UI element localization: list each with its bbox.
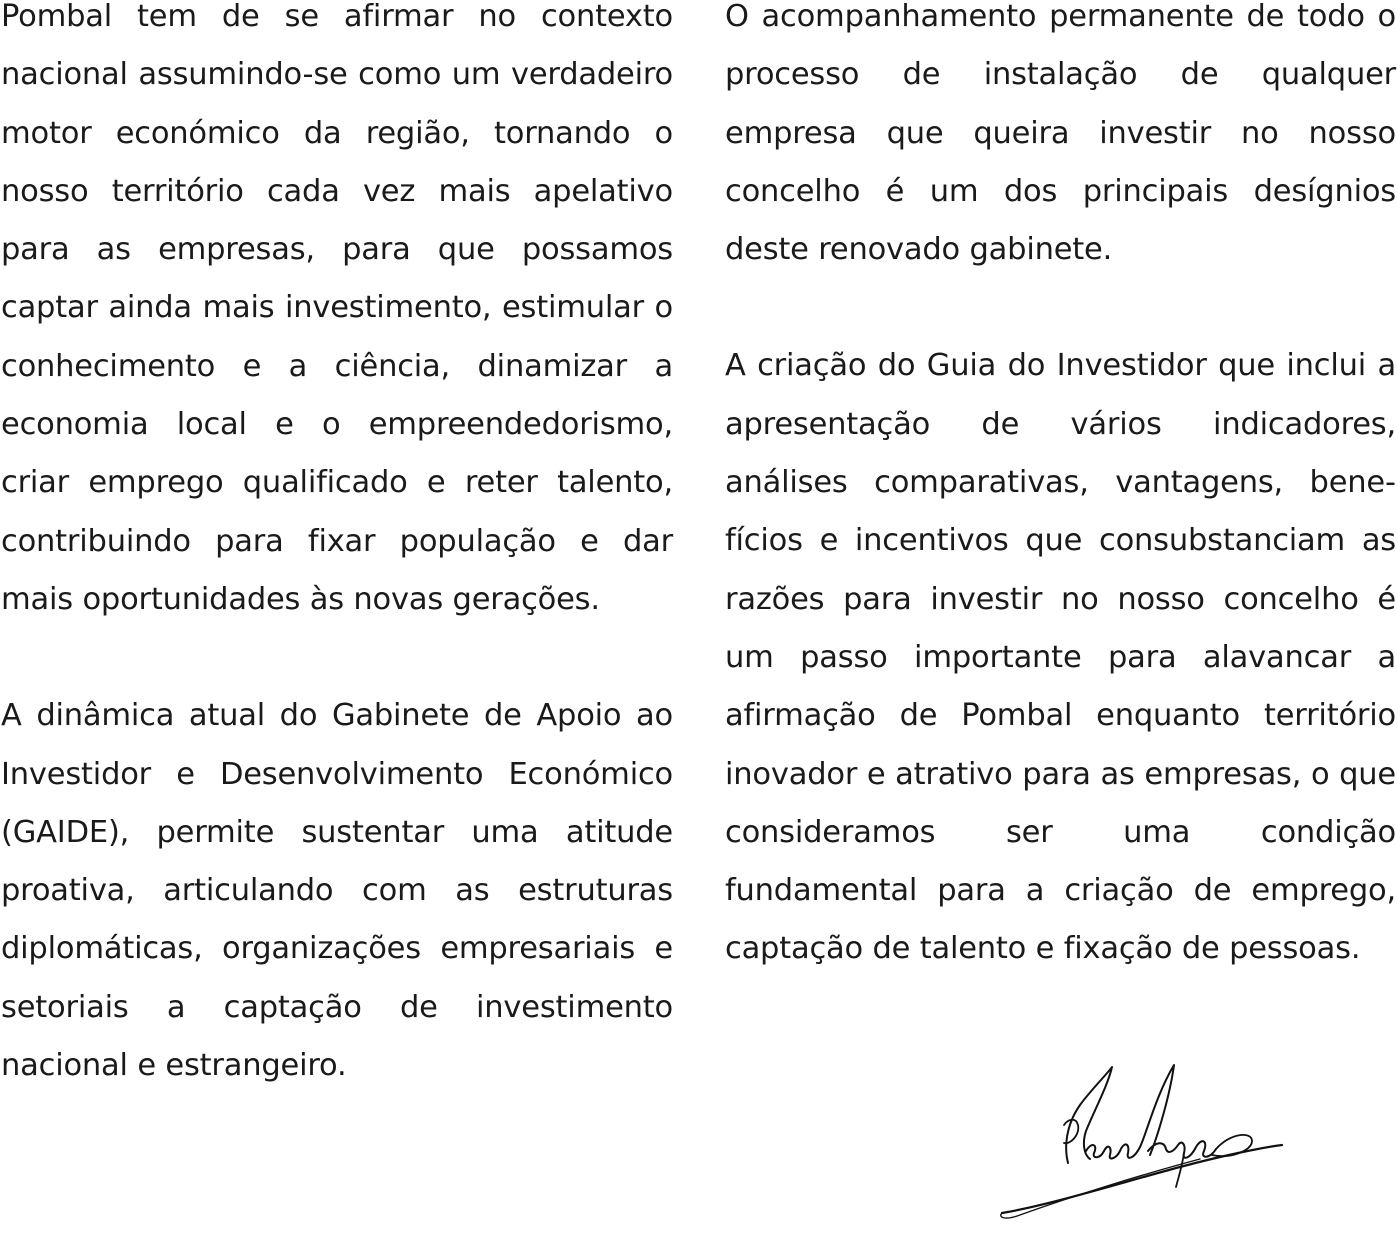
paragraph-gaide: A dinâmica atual do Gabinete de Apoio ao Investidor e Desenvolvimento Económico (GAIDE), permite sustentar uma atitude proativa, articulando com as estruturas diplomáticas, organizações empresariais e setoriais a captação de investimento nacional e estrangeiro. <box>1 698 673 1084</box>
paragraph-pombal-context: Pombal tem de se afirmar no contexto nacional assumindo-se como um verdadeiro motor económico da região, tornando o nosso território cada vez mais apelativo para as empresas, para que possamos captar ainda mais investimento, estimular o conhecimento e a ciência, dinamizar a economia local e o empreendedorismo, criar emprego qualificado e reter talento, contribuindo para fixar população e dar mais oportunidades às novas gerações. <box>1 0 673 617</box>
signature-icon <box>990 1055 1290 1225</box>
paragraph-investor-guide: A criação do Guia do Investidor que inclui a apresentação de vários indicadores, análises comparativas, vantagens, benefícios e incentivos que consubstanciam as razões para investir no nosso concelho é um passo importante para alavancar a afirmação de Pombal enquanto território inovador e atrativo para as empresas, o que consideramos ser uma condição fundamental para a criação de emprego, captação de talento e fixação de pessoas. <box>725 348 1396 967</box>
right-text-column <box>725 0 1396 1037</box>
left-text-column <box>1 0 673 1153</box>
paragraph-accompaniment: O acompanhamento permanente de todo o processo de instalação de qualquer empresa que queira investir no nosso concelho é um dos principais desígnios deste renovado gabinete. <box>725 0 1396 268</box>
